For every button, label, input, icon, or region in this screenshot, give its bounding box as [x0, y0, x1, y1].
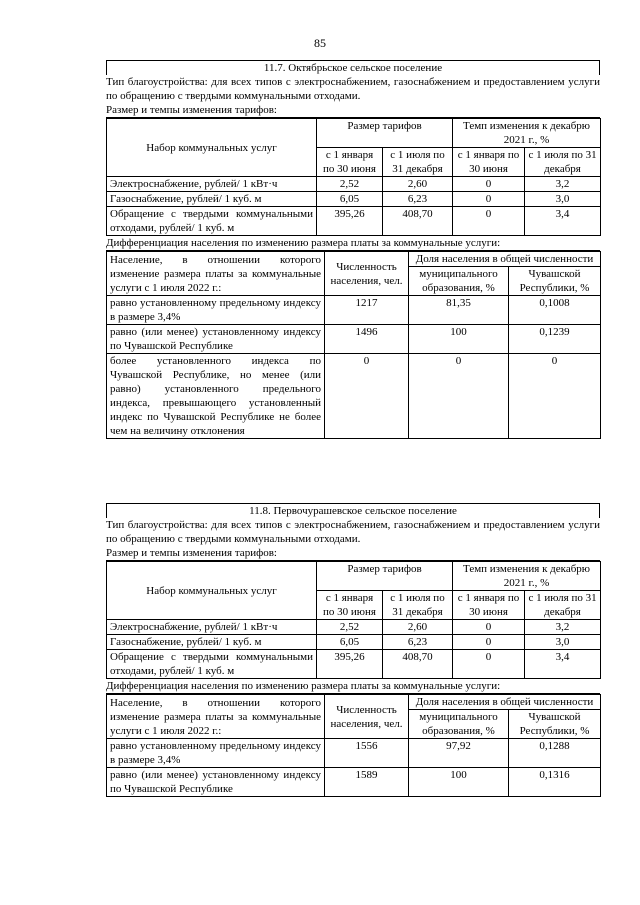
table-row [107, 739, 601, 768]
col-municipal: муниципального образования, % [409, 710, 509, 739]
cell-value: 3,0 [525, 192, 601, 207]
tariff-heading: Размер и темпы изменения тарифов: [106, 103, 600, 118]
row-label: Газоснабжение, рублей/ 1 куб. м [107, 635, 317, 650]
cell-value: 6,05 [317, 635, 383, 650]
sub-jan-jun: с 1 января по 30 июня [317, 591, 383, 620]
tariff-table [106, 118, 601, 236]
diff-heading: Дифференциация населения по изменению размера платы за коммунальные услуги: [106, 236, 600, 251]
diff-heading: Дифференциация населения по изменению размера платы за коммунальные услуги: [106, 679, 600, 694]
sub-jul-dec: с 1 июля по 31 декабря [525, 591, 601, 620]
col-population: Население, в отношении которого изменение размера платы за коммунальные услуги с 1 июля 2022 г.: [107, 252, 325, 296]
type-line: Тип благоустройства: для всех типов с электроснабжением, газоснабжением и предоставлением услуги по обращению с твердыми коммунальными отходами. [106, 519, 600, 545]
cell-municipal: 100 [409, 768, 509, 797]
row-label: равно (или менее) установленному индексу по Чувашской Республике [107, 325, 325, 354]
table-row [107, 192, 601, 207]
col-count: Численность населения, чел. [325, 252, 409, 296]
col-republic: Чувашской Республики, % [509, 267, 601, 296]
table-row [107, 354, 601, 439]
row-label: равно установленному предельному индексу в размере 3,4% [107, 296, 325, 325]
col-population: Население, в отношении которого изменение размера платы за коммунальные услуги с 1 июля 2022 г.: [107, 695, 325, 739]
cell-value: 2,60 [383, 177, 453, 192]
table-row [107, 177, 601, 192]
cell-value: 6,05 [317, 192, 383, 207]
cell-municipal: 81,35 [409, 296, 509, 325]
cell-republic: 0,1316 [509, 768, 601, 797]
cell-value: 3,2 [525, 620, 601, 635]
col-municipal: муниципального образования, % [409, 267, 509, 296]
sub-jan-jun: с 1 января по 30 июня [453, 148, 525, 177]
row-label: более установленного индекса по Чувашской Республике, но менее (или равно) установленного предельного индекса, превышающего установленный индекс по Чувашской Республике не более чем на величину отклонения [107, 354, 325, 439]
cell-republic: 0,1288 [509, 739, 601, 768]
col-share: Доля населения в общей численности [409, 695, 601, 710]
col-tariff-size: Размер тарифов [317, 562, 453, 591]
cell-count: 1496 [325, 325, 409, 354]
col-count: Численность населения, чел. [325, 695, 409, 739]
cell-value: 395,26 [317, 207, 383, 236]
cell-value: 0 [453, 177, 525, 192]
cell-republic: 0,1008 [509, 296, 601, 325]
cell-count: 1589 [325, 768, 409, 797]
tariff-table [106, 561, 601, 679]
cell-value: 3,4 [525, 207, 601, 236]
sub-jan-jun: с 1 января по 30 июня [317, 148, 383, 177]
cell-municipal: 0 [409, 354, 509, 439]
sub-jul-dec: с 1 июля по 31 декабря [383, 148, 453, 177]
cell-value: 2,52 [317, 177, 383, 192]
row-label: Газоснабжение, рублей/ 1 куб. м [107, 192, 317, 207]
col-service-set: Набор коммунальных услуг [107, 562, 317, 620]
cell-value: 3,2 [525, 177, 601, 192]
cell-value: 2,52 [317, 620, 383, 635]
cell-municipal: 100 [409, 325, 509, 354]
cell-value: 408,70 [383, 207, 453, 236]
sub-jul-dec: с 1 июля по 31 декабря [383, 591, 453, 620]
col-rate-change: Темп изменения к декабрю 2021 г., % [453, 562, 601, 591]
section-11-7 [106, 60, 600, 439]
cell-value: 0 [453, 207, 525, 236]
col-tariff-size: Размер тарифов [317, 119, 453, 148]
table-row [107, 207, 601, 236]
cell-count: 0 [325, 354, 409, 439]
cell-value: 0 [453, 635, 525, 650]
col-share: Доля населения в общей численности [409, 252, 601, 267]
cell-value: 0 [453, 620, 525, 635]
table-row [107, 296, 601, 325]
table-row [107, 650, 601, 679]
section-title: 11.7. Октябрьское сельское поселение [106, 60, 600, 75]
table-row [107, 635, 601, 650]
cell-republic: 0 [509, 354, 601, 439]
population-table [106, 251, 601, 439]
table-row [107, 768, 601, 797]
cell-value: 2,60 [383, 620, 453, 635]
cell-value: 0 [453, 650, 525, 679]
table-row [107, 325, 601, 354]
type-line: Тип благоустройства: для всех типов с электроснабжением, газоснабжением и предоставлением услуги по обращению с твердыми коммунальными отходами. [106, 76, 600, 102]
sub-jul-dec: с 1 июля по 31 декабря [525, 148, 601, 177]
section-title: 11.8. Первочурашевское сельское поселение [106, 503, 600, 518]
cell-value: 6,23 [383, 192, 453, 207]
row-label: Обращение с твердыми коммунальными отходами, рублей/ 1 куб. м [107, 207, 317, 236]
cell-value: 3,4 [525, 650, 601, 679]
page-number: 85 [314, 36, 326, 50]
sub-jan-jun: с 1 января по 30 июня [453, 591, 525, 620]
col-rate-change: Темп изменения к декабрю 2021 г., % [453, 119, 601, 148]
table-row [107, 620, 601, 635]
cell-value: 395,26 [317, 650, 383, 679]
cell-count: 1217 [325, 296, 409, 325]
row-label: равно установленному предельному индексу в размере 3,4% [107, 739, 325, 768]
col-republic: Чувашской Республики, % [509, 710, 601, 739]
cell-municipal: 97,92 [409, 739, 509, 768]
row-label: Электроснабжение, рублей/ 1 кВт·ч [107, 177, 317, 192]
population-table [106, 694, 601, 797]
cell-value: 3,0 [525, 635, 601, 650]
cell-value: 6,23 [383, 635, 453, 650]
cell-value: 0 [453, 192, 525, 207]
cell-republic: 0,1239 [509, 325, 601, 354]
col-service-set: Набор коммунальных услуг [107, 119, 317, 177]
row-label: равно (или менее) установленному индексу по Чувашской Республике [107, 768, 325, 797]
cell-value: 408,70 [383, 650, 453, 679]
tariff-heading: Размер и темпы изменения тарифов: [106, 546, 600, 561]
row-label: Электроснабжение, рублей/ 1 кВт·ч [107, 620, 317, 635]
section-11-8 [106, 503, 600, 797]
row-label: Обращение с твердыми коммунальными отходами, рублей/ 1 куб. м [107, 650, 317, 679]
cell-count: 1556 [325, 739, 409, 768]
